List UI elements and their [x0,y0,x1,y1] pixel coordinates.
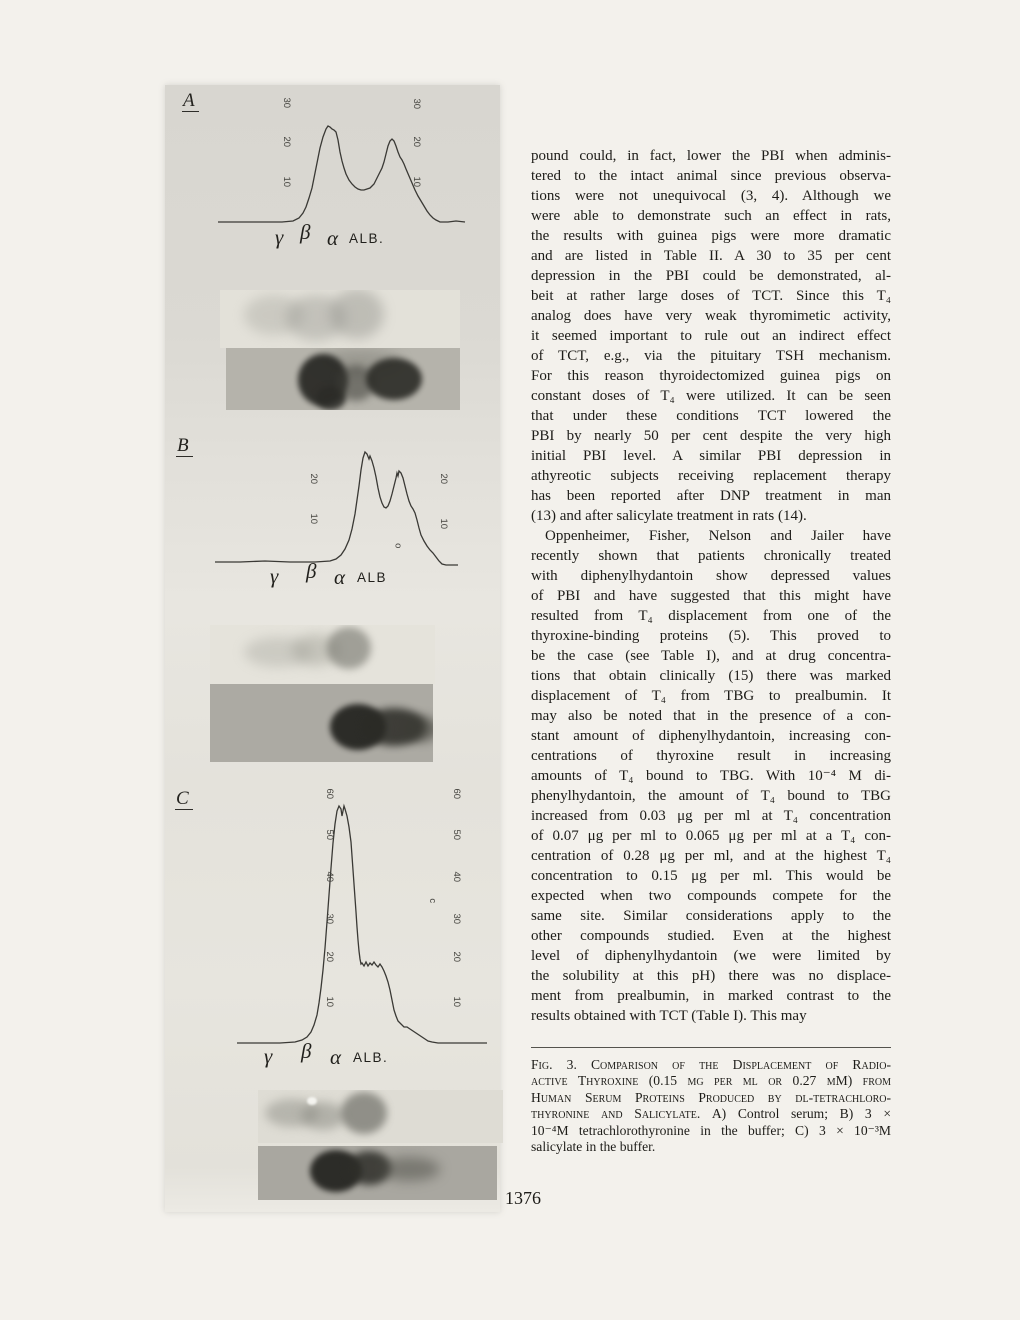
text-line: and are listed in Table II. A 30 to 35 per cent [531,248,891,264]
text-line: has been reported after DNP treatment in man [531,488,891,504]
band-label-: γ [264,1044,273,1068]
radioautograph-strip-A [226,348,460,410]
band-label-: α [334,565,346,589]
body-paragraphs [531,146,891,1026]
axis-tick-label: o [392,543,404,549]
text-line: For this reason thyroidectomized guinea pigs on [531,368,891,384]
axis-tick-label: 20 [308,473,320,485]
text-line: recently shown that patients chronically treated [531,548,891,564]
text-line: tions were not unequivocal (3, 4). Although we [531,188,891,204]
band-label-: α [327,226,339,250]
axis-tick-label: 30 [281,97,293,109]
band-label-: γ [275,225,284,249]
blot [378,1157,440,1181]
text-line: the solubility at this pH) there was no displace- [531,968,891,984]
text-line: were able to demonstrate such an effect in rats, [531,208,891,224]
page-number: 1376 [505,1188,541,1208]
text-line: depression in the PBI could be demonstrated, al- [531,268,891,284]
figure-3 [165,85,500,1212]
band-label-ALB: ALB. [353,1050,389,1065]
text-line: athyreotic subjects receiving replacement therapy [531,468,891,484]
text-line: PBI by nearly 50 per cent despite the very high [531,428,891,444]
text-line: it seemed important to rule out an indirect effect [531,328,891,344]
axis-tick-label: c [427,898,439,904]
text-line: may also be noted that in the presence of a con- [531,708,891,724]
text-line: thyroxine-binding proteins (5). This proved to [531,628,891,644]
text-line: analog does have very weak thyromimetic activity, [531,308,891,324]
blot [307,1097,317,1105]
caption-line [531,1139,891,1155]
paragraph [531,526,891,1026]
caption-smallcaps-text: thyronine and Salicylate. [531,1106,712,1122]
text-line: displacement of T₄ from TBG to prealbumin. It [531,688,891,704]
text-line: that under these conditions TCT lowered the [531,408,891,424]
axis-tick-label: 20 [281,136,293,148]
text-line: results obtained with TCT (Table I). This may [531,1008,807,1024]
caption-line [531,1073,891,1089]
panel-label-A: A [182,91,199,112]
caption-line [531,1106,891,1122]
text-line: pound could, in fact, lower the PBI when adminis- [531,148,891,164]
panel-label-C: C [175,789,193,810]
text-line: amounts of T₄ bound to TBG. With 10⁻⁴ M di- [531,768,891,784]
axis-tick-label: 20 [324,951,336,963]
serum-stained-strip-B [210,625,435,684]
blot [366,358,422,400]
radioautograph-strip-B [210,684,433,762]
caption-line [531,1057,891,1073]
text-line: same site. Similar considerations apply to the [531,908,891,924]
caption-line [531,1090,891,1106]
text-line: the results with guinea pigs were more dramatic [531,228,891,244]
caption-line [531,1123,891,1139]
serum-stained-strip-A [220,290,460,348]
axis-tick-label: 10 [411,176,423,188]
blot [403,716,433,742]
text-line: be the case (see Table I), and at drug concentra- [531,648,891,664]
axis-tick-label: 20 [411,136,423,148]
band-label-: β [300,220,311,244]
trace-panel-B [215,452,458,565]
axis-tick-label: 10 [308,513,320,525]
axis-tick-label: 10 [451,996,463,1008]
caption-smallcaps-text: active Thyroxine (0.15 μg per ml or 0.27 μM) from [531,1073,891,1089]
axis-tick-label: 60 [324,788,336,800]
text-line: concentration to 0.15 μg per ml. This would be [531,868,891,884]
text-line: stant amount of diphenylhydantoin, increasing con- [531,728,891,744]
axis-tick-label: 10 [438,518,450,530]
text-line: other compounds studied. Even at the highest [531,928,891,944]
axis-tick-label: 10 [324,996,336,1008]
trace-panel-C [237,806,487,1043]
text-line: tions that obtain clinically (15) there was marked [531,668,891,684]
text-line: constant doses of T₄ were utilized. It can be seen [531,388,891,404]
panel-label-B: B [176,436,193,457]
band-label-: γ [270,564,279,588]
axis-tick-label: 30 [411,98,423,110]
serum-stained-strip-C [258,1090,503,1143]
axis-tick-label: 30 [451,913,463,925]
paragraph [531,146,891,526]
blot [327,627,371,669]
caption-text: salicylate in the buffer. [531,1139,656,1155]
text-line: ment from prealbumin, in marked contrast to the [531,988,891,1004]
band-label-ALB: ALB. [349,231,385,246]
blot [341,1092,387,1134]
band-label-: β [306,559,317,583]
text-line: tered to the intact animal since previous observa- [531,168,891,184]
text-line: of PBI and have suggested that this might have [531,588,891,604]
text-line: initial PBI level. A similar PBI depression in [531,448,891,464]
text-line: increased from 0.03 μg per ml at T₄ concentration [531,808,891,824]
text-line: level of diphenylhydantoin (we were limited by [531,948,891,964]
text-column [531,146,891,1155]
text-line: (13) and after salicylate treatment in rats (14). [531,508,807,524]
figure-caption [531,1057,891,1155]
blot [330,290,384,339]
radioautograph-strip-C [258,1146,497,1200]
caption-text: A) Control serum; B) 3 × [711,1106,891,1122]
axis-tick-label: 50 [324,829,336,841]
text-line: expected when two compounds compete for the [531,888,891,904]
blot [301,1102,345,1130]
text-line: resulted from T₄ displacement from one of the [531,608,891,624]
band-label-ALB: ALB [357,570,388,585]
caption-smallcaps-text: Fig. 3. Comparison of the Displacement of Radio- [531,1057,891,1072]
caption-text: 10⁻⁴M tetrachlorothyronine in the buffer; C) 3 × 10⁻³M [531,1122,891,1138]
text-line: of 0.07 μg per ml to 0.065 μg per ml at a T₄ con- [531,828,891,844]
band-label-: α [330,1045,342,1069]
text-line: centration of 0.28 μg per ml, and at the highest T₄ [531,848,891,864]
text-line: with diphenylhydantoin show depressed values [531,568,891,584]
text-line: phenylhydantoin, the amount of T₄ bound to TBG [531,788,891,804]
trace-panel-A [218,126,465,222]
text-line: centrations of thyroxine result in increasing [531,748,891,764]
band-label-: β [301,1039,312,1063]
text-line: Oppenheimer, Fisher, Nelson and Jailer have [545,528,891,544]
text-line: of TCT, e.g., via the pituitary TSH mechanism. [531,348,891,364]
axis-tick-label: 60 [451,788,463,800]
axis-tick-label: 50 [451,829,463,841]
axis-tick-label: 40 [451,871,463,883]
text-line: beit at rather large doses of TCT. Since this T₄ [531,288,891,304]
axis-tick-label: 30 [324,913,336,925]
axis-tick-label: 20 [451,951,463,963]
axis-tick-label: 20 [438,473,450,485]
axis-tick-label: 10 [281,176,293,188]
axis-tick-label: 40 [324,871,336,883]
caption-divider [531,1047,891,1048]
caption-smallcaps-text: Human Serum Proteins Produced by dl-tetrachloro- [531,1089,891,1105]
